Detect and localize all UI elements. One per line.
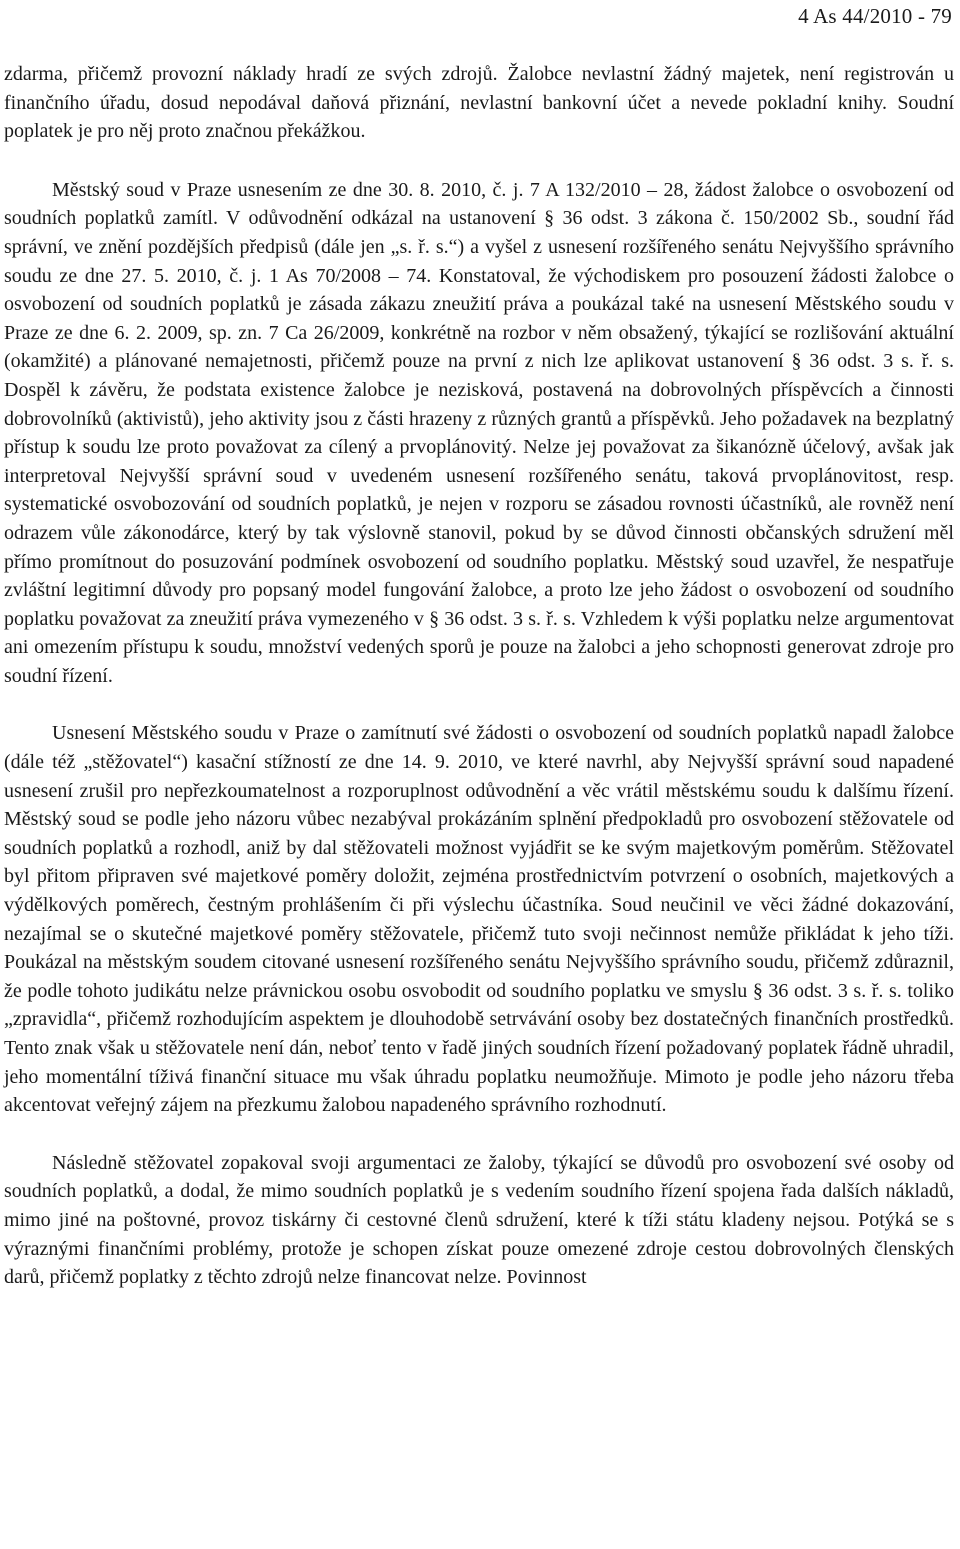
paragraph-1: zdarma, přičemž provozní náklady hradí ze svých zdrojů. Žalobce nevlastní žádný majetek, není registrován u finančního úřadu, dosud nepodával daňová přiznání, nevlastní bankovní účet a nevede pokladní knihy. Soudní poplatek je pro něj proto značnou překážkou. <box>4 63 954 143</box>
paragraph-2: Městský soud v Praze usnesením ze dne 30. 8. 2010, č. j. 7 A 132/2010 – 28, žádost žalobce o osvobození od soudních poplatků zamítl. V odůvodnění odkázal na ustanovení § 36 odst. 3 zákona č. 150/2002 Sb., soudní řád správní, ve znění pozdějších předpisů (dále jen „s. ř. s.“) a vyšel z usnesení rozšířeného senátu Nejvyššího správního soudu ze dne 27. 5. 2010, č. j. 1 As 70/2008 – 74. Konstatoval, že východiskem pro posouzení žádosti žalobce o osvobození od soudních poplatků je zásada zákazu zneužití práva a poukázal také na usnesení Městského soudu v Praze ze dne 6. 2. 2009, sp. zn. 7 Ca 26/2009, konkrétně na rozbor v něm obsažený, týkající se rozlišování aktuální (okamžité) a plánované nemajetnosti, přičemž pouze na první z nich lze aplikovat ustanovení § 36 odst. 3 s. ř. s. Dospěl k závěru, že podstata existence žalobce je nezisková, postavená na dobrovolných příspěvcích a činnosti dobrovolníků (aktivistů), jeho aktivity jsou z části hrazeny z různých grantů a příspěvků. Jeho požadavek na bezplatný přístup k soudu lze proto považovat za cílený a prvoplánovitý. Nelze jej považovat za šikanózně účelový, avšak jak interpretoval Nejvyšší správní soud v uvedeném usnesení rozšířeného senátu, taková prvoplánovitost, resp. systematické osvobozování od soudních poplatků, je nejen v rozporu se zásadou rovnosti účastníků, ale rovněž není odrazem vůle zákonodárce, který by tak výslovně stanovil, pokud by se důvod činnosti občanských sdružení měl přímo promítnout do posuzování podmínek osvobození od soudního poplatku. Městský soud uzavřel, že nespatřuje zvláštní legitimní důvody pro popsaný model fungování žalobce, a proto lze jeho žádost o osvobození od soudního poplatku považovat za zneužití práva vymezeného v § 36 odst. 3 s. ř. s. Vzhledem k výši poplatku nelze argumentovat ani omezením přístupu k soudu, množství vedených sporů je pouze na žalobci a jeho schopnosti generovat zdroje pro soudní řízení. <box>4 178 954 687</box>
paragraph-4: Následně stěžovatel zopakoval svoji argumentaci ze žaloby, týkající se důvodů pro osvobození své osoby od soudních poplatků, a dodal, že mimo soudních poplatků je s vedením soudního řízení spojena řada dalších nákladů, mimo jiné na poštovné, provoz tiskárny či cestovné členů sdružení, které k tíži státu kladeny nejsou. Potýká se s výraznými finančními problémy, protože je schopen získat pouze omezené zdroje cestou dobrovolných členských darů, přičemž poplatky z těchto zdrojů nelze financovat nelze. Povinnost <box>4 1151 954 1289</box>
document-body <box>4 60 954 1292</box>
paragraph-3: Usnesení Městského soudu v Praze o zamítnutí své žádosti o osvobození od soudních poplatků napadl žalobce (dále též „stěžovatel“) kasační stížností ze dne 14. 9. 2010, ve které navrhl, aby Nejvyšší správní soud napadené usnesení zrušil pro nepřezkoumatelnost a rozporuplnost odůvodnění a věc vrátil městskému soudu k dalšímu řízení. Městský soud se podle jeho názoru vůbec nezabýval prokázáním splnění předpokladů pro osvobození stěžovatele od soudních poplatků a rozhodl, aniž by dal stěžovateli možnost vyjádřit se ke svým majetkovým poměrům. Stěžovatel byl přitom připraven své majetkové poměry doložit, zejména prostřednictvím potvrzení o osobních, majetkových a výdělkových poměrech, čestným prohlášením či při výslechu účastníka. Soud neučinil ve věci žádné dokazování, nezajímal se o skutečné majetkové poměry stěžovatele, přičemž tuto svoji nečinnost nemůže přikládat k jeho tíži. Poukázal na městským soudem citované usnesení rozšířeného senátu Nejvyššího správního soudu, přičemž zdůraznil, že podle tohoto judikátu nelze právnickou osobu osvobodit od soudního poplatku ve smyslu § 36 odst. 3 s. ř. s. toliko „zpravidla“, přičemž rozhodujícím aspektem je dlouhodobě setrvávání osoby bez dostatečných finančních prostředků. Tento znak však u stěžovatele není dán, neboť tento v řadě jiných soudních řízení požadovaný poplatek řádně uhradil, jeho momentální tíživá finanční situace mu však úhradu poplatku neumožňuje. Mimoto je podle jeho názoru třeba akcentovat veřejný zájem na přezkumu žalobou napadeného správního rozhodnutí. <box>4 722 954 1117</box>
case-reference-header: 4 As 44/2010 - 79 <box>798 4 952 28</box>
